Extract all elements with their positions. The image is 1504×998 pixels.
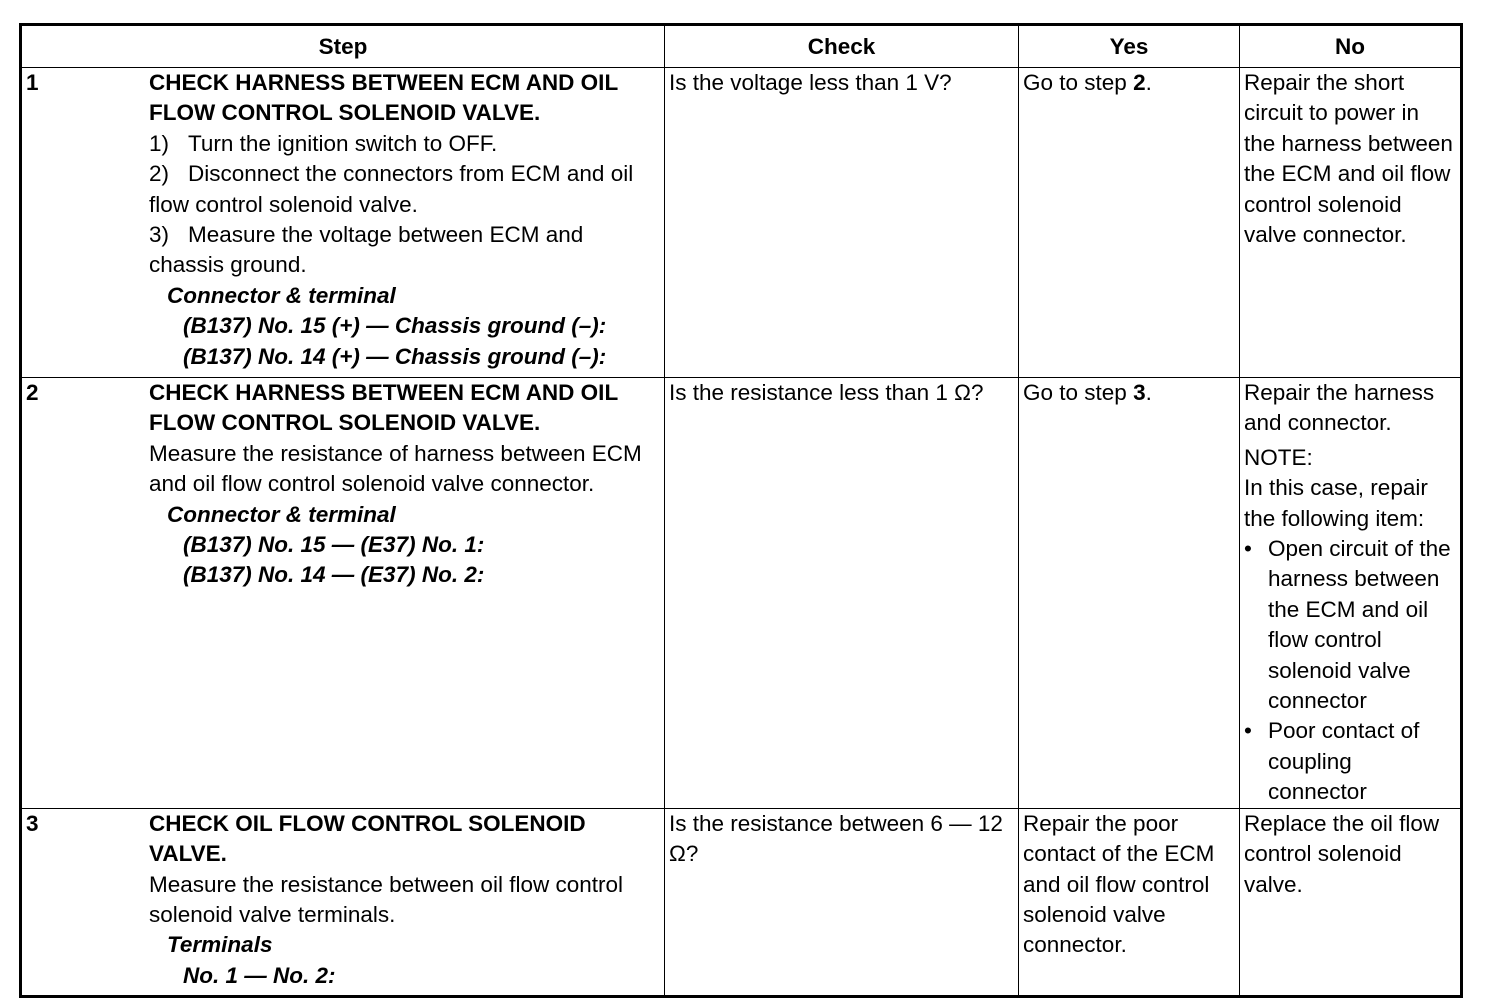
yes-suffix: . <box>1145 380 1152 405</box>
step-instruction: Measure the resistance between oil flow control solenoid valve terminals. <box>149 871 623 927</box>
yes-text: Go to step <box>1023 70 1134 95</box>
connector-label: Connector & terminal <box>167 501 396 527</box>
terminal-spec: (B137) No. 15 — (E37) No. 1: <box>183 532 485 558</box>
yes-cell: Repair the poor contact of the ECM and oil flow control solenoid valve connector. <box>1019 808 1240 996</box>
terminal-spec: (B137) No. 14 — (E37) No. 2: <box>183 562 485 588</box>
step-cell <box>21 378 665 809</box>
note-bullet <box>1244 716 1456 807</box>
note-intro: In this case, repair the following item: <box>1244 475 1428 531</box>
step-number: 2 <box>26 380 39 405</box>
substep-text: Disconnect the connectors from ECM and oil flow control solenoid valve. <box>149 161 634 217</box>
substep <box>149 159 660 220</box>
note-label: NOTE: <box>1244 444 1313 470</box>
no-cell <box>1240 378 1462 809</box>
no-cell: Replace the oil flow control solenoid valve. <box>1240 808 1462 996</box>
terminal-spec: (B137) No. 14 (+) — Chassis ground (–): <box>183 343 607 369</box>
substep <box>149 129 660 159</box>
yes-suffix: . <box>1145 70 1152 95</box>
bullet-dot: • <box>1244 536 1252 562</box>
no-text: Repair the harness and connector. <box>1244 380 1435 436</box>
no-cell: Repair the short circuit to power in the harness between the ECM and oil flow control solenoid valve connector. <box>1240 68 1462 378</box>
step-number: 1 <box>26 70 39 95</box>
bullet-text: Poor contact of coupling connector <box>1268 718 1420 805</box>
yes-step-ref: 3 <box>1133 380 1146 405</box>
terminal-spec: (B137) No. 15 (+) — Chassis ground (–): <box>183 313 607 339</box>
connector-label: Connector & terminal <box>167 282 396 308</box>
substep-number: 3) <box>149 222 170 248</box>
step-cell <box>21 808 665 996</box>
check-cell: Is the resistance less than 1 Ω? <box>665 378 1019 809</box>
diagnostic-table <box>19 23 1463 998</box>
yes-step-ref: 2 <box>1133 70 1146 95</box>
step-cell <box>21 68 665 378</box>
table-row <box>21 68 1462 378</box>
yes-cell <box>1019 68 1240 378</box>
header-yes: Yes <box>1019 25 1240 68</box>
step-title: CHECK OIL FLOW CONTROL SOLENOID VALVE. <box>149 810 586 867</box>
connector-label: Terminals <box>167 932 273 958</box>
table-row <box>21 378 1462 809</box>
step-title: CHECK HARNESS BETWEEN ECM AND OIL FLOW CONTROL SOLENOID VALVE. <box>149 70 618 126</box>
yes-text: Go to step <box>1023 380 1134 405</box>
substep-number: 2) <box>149 161 170 187</box>
step-instruction: Measure the resistance of harness between ECM and oil flow control solenoid valve connector. <box>149 440 642 497</box>
yes-cell <box>1019 378 1240 809</box>
bullet-text: Open circuit of the harness between the ECM and oil flow control solenoid valve connector <box>1268 536 1451 714</box>
substep-text: Turn the ignition switch to OFF. <box>188 130 498 156</box>
step-title: CHECK HARNESS BETWEEN ECM AND OIL FLOW CONTROL SOLENOID VALVE. <box>149 380 618 436</box>
header-no: No <box>1240 25 1462 68</box>
header-row <box>21 25 1462 68</box>
substep <box>149 220 660 281</box>
table-row <box>21 808 1462 996</box>
note-bullet <box>1244 534 1456 716</box>
step-number: 3 <box>26 810 39 836</box>
check-cell: Is the voltage less than 1 V? <box>665 68 1019 378</box>
substep-number: 1) <box>149 130 170 156</box>
header-check: Check <box>665 25 1019 68</box>
check-cell: Is the resistance between 6 — 12 Ω? <box>665 808 1019 996</box>
terminal-spec: No. 1 — No. 2: <box>183 962 336 988</box>
header-step: Step <box>21 25 665 68</box>
bullet-dot: • <box>1244 718 1252 744</box>
substep-text: Measure the voltage between ECM and chassis ground. <box>149 222 584 278</box>
